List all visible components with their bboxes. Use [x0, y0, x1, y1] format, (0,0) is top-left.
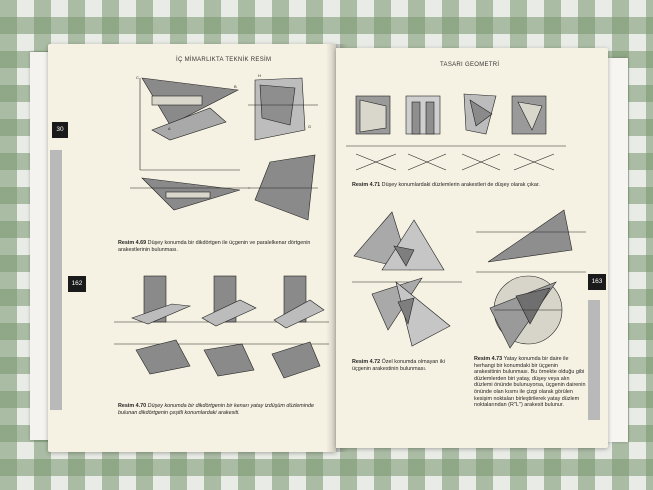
svg-text:C: C	[136, 75, 139, 80]
caption-4-72: Resim 4.72 Özel konumda olmayan iki üçgenin arakestinin bulunması.	[352, 359, 445, 372]
left-running-head: İÇ MİMARLIKTA TEKNİK RESİM	[176, 57, 272, 63]
caption-4-69: Resim 4.69 Düşey konumda bir dikdörtgen ile üçgenin ve paralelkenar dörtgenin arakestlerinin bulunması.	[118, 240, 311, 253]
right-margin-stripe	[588, 300, 600, 420]
figure-4-72	[352, 206, 462, 354]
svg-text:A: A	[168, 126, 171, 131]
caption-4-73: Resim 4.73 Yatay konumda bir daire ile herhangi bir konumdaki bir üçgenin arakesitinin bulunması. Bu örnekte olduğu gibi düzlemlerden biri yatay, düşey veya alın düzlemi önünde bulunuyorsa, üçgenin dairenin önünde olan kısmı ile çizgi olarak görülen kesişim noktaları birleştirilerek yatay düzlem noktalarından (R''L'') arakesit bulunur.	[474, 356, 586, 409]
svg-text:H: H	[258, 73, 261, 78]
right-page-number: 163	[588, 274, 606, 290]
figure-4-70	[114, 270, 329, 400]
caption-4-71: Resim 4.71 Düşey konumlardaki düzlemlerin arakestleri de düşey olarak çıkar.	[352, 182, 540, 188]
figure-4-69	[130, 70, 330, 230]
right-running-head: TASARI GEOMETRİ	[440, 62, 500, 68]
caption-4-70: Resim 4.70 Düşey konumda bir dikdörtgenin bir kenarı yatay izdüşüm düzleminde bulunan dikdörtgenin çeşitli konumlardaki arakesiti.	[118, 403, 314, 416]
figure-4-73	[476, 206, 586, 356]
left-page-number: 162	[68, 276, 86, 292]
left-margin-stripe	[50, 150, 62, 410]
svg-text:B: B	[234, 84, 237, 89]
figure-4-71	[346, 86, 571, 181]
left-tab-marker: 30	[52, 122, 68, 138]
svg-text:G: G	[308, 124, 312, 129]
